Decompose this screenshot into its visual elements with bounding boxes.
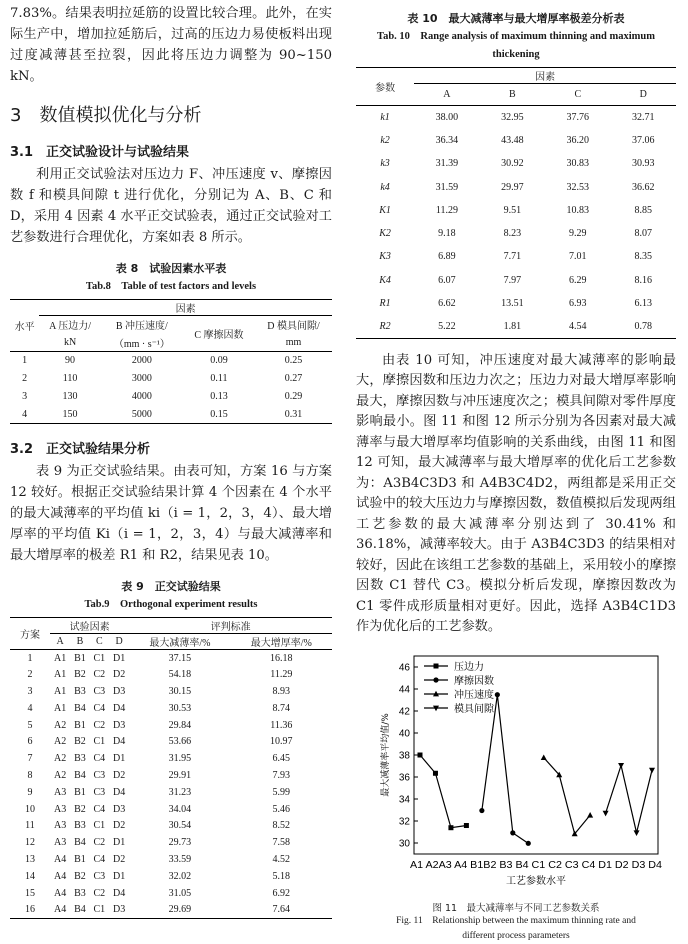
- table9-cell: B4: [74, 837, 86, 849]
- y-tick-label: 40: [398, 728, 410, 740]
- table8-row: [10, 388, 332, 406]
- table10-head-b: B: [509, 89, 516, 100]
- series-point-4: [649, 768, 655, 774]
- table9-cell: 37.15: [168, 652, 192, 664]
- table9-head-thinning: 最大减薄率/%: [149, 638, 211, 649]
- series-line-3: [544, 758, 590, 834]
- table10-cell: 1.81: [503, 321, 522, 333]
- table9-cell: C3: [93, 786, 106, 798]
- legend-marker-1: [434, 663, 439, 668]
- table9-eval-group: 评判标准: [129, 618, 332, 634]
- table9-cell: 33.59: [168, 853, 192, 865]
- table10-head-c: C: [574, 89, 582, 100]
- table9-cell: B3: [74, 820, 86, 832]
- table9-cell: D3: [112, 685, 126, 697]
- table9-cell: 6.45: [272, 753, 291, 765]
- table9-cell: C1: [93, 904, 106, 916]
- table9-cell: D3: [112, 803, 126, 815]
- table10-cell: 11.29: [435, 204, 458, 216]
- table8-cell: 0.27: [284, 373, 303, 384]
- table9-row: [10, 767, 332, 784]
- table8-unit-a: kN: [63, 336, 77, 348]
- table10-cell: 13.51: [501, 298, 524, 310]
- table9-cell: 7.58: [272, 837, 291, 849]
- table10-cell: 0.78: [634, 321, 653, 333]
- table10-cell: 36.34: [435, 134, 459, 146]
- table9-cell: 16: [25, 904, 35, 916]
- series-point-2: [495, 692, 500, 697]
- y-tick-label: 32: [398, 816, 410, 828]
- table8: [10, 299, 332, 424]
- table9-cell: A1: [54, 685, 67, 697]
- table9-cell: 11: [25, 820, 35, 832]
- series-point-3: [587, 812, 593, 818]
- table9-row: [10, 784, 332, 801]
- y-tick-label: 38: [398, 750, 410, 762]
- table9-cell: 3: [27, 685, 33, 697]
- table10-head-a: A: [443, 89, 451, 100]
- intro-paragraph: 7.83%。结果表明拉延筋的设置比较合理。此外，在实际生产中，增加拉延筋后，过高的压边力易使板料出现过度减薄甚至拉裂，因此将压边力调整为 90~150 kN。: [10, 6, 332, 84]
- table9-row: [10, 834, 332, 851]
- table9-row: [10, 868, 332, 885]
- series-line-1: [420, 755, 466, 828]
- table9-head-d: D: [115, 636, 123, 647]
- table9-cell: B3: [74, 887, 86, 899]
- table9-cell: C4: [93, 753, 106, 765]
- table8-cell: 2000: [131, 355, 152, 367]
- right-column: [356, 0, 676, 941]
- table9-cell: D2: [112, 820, 126, 832]
- table9-cell: 11.29: [270, 669, 293, 681]
- table10-cell: 8.35: [634, 251, 653, 263]
- table10-head-d: D: [639, 89, 647, 100]
- table9-cell: A1: [54, 652, 67, 664]
- table9-cell: 32.02: [168, 870, 192, 882]
- table8-head-a: A 压边力/: [49, 321, 92, 333]
- table9-cell: 6: [27, 736, 33, 748]
- table8-cell: 1: [22, 355, 28, 367]
- table10-factor-group: 因素: [414, 68, 676, 84]
- table9-cell: D3: [112, 719, 126, 731]
- table8-head-c: C 摩擦因数: [183, 316, 255, 352]
- table9-cell: 5: [27, 719, 33, 731]
- table9-cell: B2: [74, 669, 86, 681]
- table9-row: [10, 901, 332, 918]
- table9-caption-en: Tab.9 Orthogonal experiment results: [84, 599, 258, 610]
- table10-cell: 6.62: [438, 298, 456, 310]
- figure-11-caption-cn: 图 11 最大减薄率与不同工艺参数关系: [432, 902, 600, 914]
- table10-cell: 37.76: [566, 111, 590, 123]
- table9-cell: D2: [112, 853, 126, 865]
- figure-11-caption-en-2: different process parameters: [462, 930, 570, 941]
- table9-row: [10, 801, 332, 818]
- table10-cell: 32.95: [501, 111, 524, 123]
- table8-cell: 0.31: [284, 408, 303, 420]
- table9-cell: 16.18: [270, 652, 293, 664]
- table8-row: [10, 352, 332, 370]
- y-tick-label: 44: [398, 684, 410, 696]
- series-point-4: [634, 830, 640, 836]
- table8-unit-b: （mm · s⁻¹）: [113, 338, 170, 350]
- table9-caption-cn: 表 9 正交试验结果: [121, 580, 221, 593]
- table9-cell: A4: [54, 887, 67, 899]
- legend-label-2: 摩擦因数: [454, 675, 494, 687]
- table9-cell: 31.23: [168, 786, 192, 798]
- table9-cell: C1: [93, 652, 106, 664]
- subsection-3-1-paragraph: 利用正交试验法对压边力 F、冲压速度 v、摩擦因数 f 和模具间隙 t 进行优化，分别记为 A、B、C 和 D，采用 4 因素 4 水平正交试验表，通过正交试验对工艺参数进行合理优化，方案如表 8 所示。: [10, 167, 332, 245]
- table8-cell: 3000: [131, 373, 152, 384]
- table9-cell: 29.84: [168, 719, 192, 731]
- table9-cell: B1: [74, 786, 86, 798]
- table9-cell: C2: [93, 837, 106, 849]
- table8-unit-d: mm: [285, 336, 302, 348]
- table9-row: [10, 700, 332, 717]
- table9-cell: 8: [27, 769, 33, 781]
- table10-param-header: 参数: [356, 68, 414, 106]
- right-paragraph: 由表 10 可知，冲压速度对最大减薄率的影响最大，摩擦因数和压边力次之；压边力对最大增厚率影响最大，摩擦因数与冲压速度次之；模具间隙对零件厚度影响最小。图 11 和图 12 所示分别为各因素对最大减薄率与最大增厚率均值影响的关系曲线，由图 11 和图 12 可知，最大减薄率与最大增厚率的优化后工艺参数为：A3B4C3D3 和 A4B3C4D2，两组都是采用正交试验中的较大压边力与摩擦因数，数值模拟后发现两组工艺参数的最大减薄率分别达到了 30.41% 和 36.18%，减薄率较大。由于 A3B4C3D3 的结果相对较好，因此在该组工艺参数的基础上，采用较小的摩擦因数 C1 替代 C3。模拟分析后发现，摩擦因数改为 C1 零件成形质量相对更好。因此，选择 A3B4C1D3 作为优化后的工艺参数。: [356, 352, 676, 635]
- table10-cell: 36.62: [632, 181, 655, 193]
- table10-row: [356, 175, 676, 198]
- table9-cell: 31.95: [168, 753, 192, 765]
- table9-row: [10, 817, 332, 834]
- figure-11: [356, 644, 676, 941]
- table9-cell: D1: [112, 652, 126, 664]
- table10-cell: K1: [379, 204, 391, 216]
- table9-cell: 15: [25, 887, 35, 899]
- table10-cell: 38.00: [435, 111, 459, 123]
- table10-row: [356, 245, 676, 268]
- section-3-title: 3 数值模拟优化与分析: [10, 105, 202, 126]
- table8-cell: 3: [22, 391, 28, 402]
- table9-cell: C4: [93, 803, 106, 815]
- table9-cell: C4: [93, 702, 106, 714]
- table9-cell: 7.93: [272, 769, 291, 781]
- table9-cell: A2: [54, 769, 67, 781]
- table10-cell: 5.22: [438, 321, 456, 333]
- table9-cell: A3: [54, 837, 67, 849]
- table8-row: [10, 370, 332, 388]
- table9-cell: B2: [74, 870, 86, 882]
- table10-row: [356, 222, 676, 245]
- table9-cell: 7: [27, 753, 33, 765]
- table8-cell: 4: [22, 408, 28, 420]
- table9-cell: C3: [93, 870, 106, 882]
- table9-row: [10, 851, 332, 868]
- table9-cell: B4: [74, 769, 86, 781]
- table9-cell: A2: [54, 736, 67, 748]
- legend-label-3: 冲压速度: [454, 689, 494, 701]
- table10-cell: k3: [380, 158, 390, 170]
- table10-cell: 9.51: [503, 204, 522, 216]
- table9-cell: 5.46: [272, 803, 291, 815]
- table9-cell: D2: [112, 669, 126, 681]
- table8-cell: 110: [62, 373, 78, 384]
- table9-plan-header: 方案: [10, 618, 50, 650]
- table8-cell: 150: [62, 408, 78, 420]
- table9-cell: D1: [112, 870, 126, 882]
- table9-cell: D4: [112, 736, 126, 748]
- table9-cell: 30.54: [168, 820, 192, 832]
- table10-row: [356, 106, 676, 129]
- table9-cell: D4: [112, 786, 126, 798]
- table9-cell: D3: [112, 904, 126, 916]
- table9-row: [10, 650, 332, 667]
- table8-caption-cn: 表 8 试验因素水平表: [115, 262, 227, 275]
- y-tick-label: 46: [398, 662, 410, 674]
- table8-cell: 5000: [131, 408, 152, 420]
- table10-row: [356, 199, 676, 222]
- table9-cell: A1: [54, 669, 67, 681]
- table9-cell: B1: [74, 853, 86, 865]
- table10-cell: 30.83: [566, 158, 590, 170]
- table9-cell: C1: [93, 736, 106, 748]
- table10-cell: 8.23: [503, 228, 522, 240]
- table9-cell: 8.52: [272, 820, 291, 832]
- table8-head-d: D 模具间隙/: [267, 321, 320, 333]
- table10-cell: 8.07: [634, 228, 653, 240]
- table9-cell: C4: [93, 853, 106, 865]
- table9-cell: D2: [112, 769, 126, 781]
- table10-cell: K2: [379, 228, 391, 240]
- figure-11-caption-en-1: Fig. 11 Relationship between the maximum thinning rate and: [396, 915, 636, 926]
- x-tick-labels: A1 A2A3 A4 B1B2 B3 B4 C1 C2 C3 C4 D1 D2 D3 D4: [410, 859, 663, 871]
- table10-cell: 43.48: [501, 134, 524, 146]
- table9-cell: D4: [112, 887, 126, 899]
- table9-head-c: C: [95, 636, 103, 647]
- table10-cell: k2: [380, 134, 390, 146]
- table8-caption-en: Tab.8 Table of test factors and levels: [85, 281, 257, 292]
- table9-cell: B3: [74, 685, 86, 697]
- table9-cell: 11.36: [270, 719, 293, 731]
- table10-cell: 9.18: [438, 228, 456, 240]
- table10-cell: 6.07: [438, 274, 456, 286]
- table9-cell: A3: [54, 803, 67, 815]
- series-point-2: [510, 830, 515, 835]
- table10-caption-cn: 表 10 最大减薄率与最大增厚率极差分析表: [407, 12, 625, 25]
- subsection-3-2-paragraph: 表 9 为正交试验结果。由表可知，方案 16 与方案 12 较好。根据正交试验结果计算 4 个因素在 4 个水平的最大减薄率的平均值 ki（i = 1，2，3，4）、最大增厚率的平均值 Ki（i = 1，2，3，4）与最大减薄率和最大增厚率的极差 R1 和 R2，结果见表 10。: [10, 464, 332, 563]
- table9-cell: 5.99: [272, 786, 291, 798]
- table10-cell: 36.20: [566, 134, 590, 146]
- table9-row: [10, 733, 332, 750]
- table8-cell: 2: [22, 373, 28, 384]
- table8-level-header: 水平: [10, 300, 39, 352]
- table10-cell: 6.29: [569, 274, 587, 286]
- table10-cell: R2: [379, 321, 391, 333]
- table9-cell: D1: [112, 837, 126, 849]
- table9-factor-group: 试验因素: [50, 618, 129, 634]
- table10-row: [356, 269, 676, 292]
- subsection-3-1-title: 3.1 正交试验设计与试验结果: [10, 145, 190, 160]
- table9-row: [10, 683, 332, 700]
- table9-cell: 54.18: [168, 669, 192, 681]
- table8-cell: 0.25: [284, 355, 303, 367]
- table9-cell: 9: [27, 786, 33, 798]
- table9-row: [10, 666, 332, 683]
- table10-cell: 32.71: [632, 111, 655, 123]
- table10-cell: 31.39: [435, 158, 459, 170]
- series-line-4: [606, 765, 652, 832]
- table9-row: [10, 717, 332, 734]
- plot-frame: [414, 656, 658, 854]
- y-tick-label: 34: [398, 794, 410, 806]
- table9-cell: D1: [112, 753, 126, 765]
- table10-cell: 29.97: [501, 181, 524, 193]
- table9-cell: C2: [93, 669, 106, 681]
- table8-cell: 0.13: [210, 391, 228, 402]
- table9-cell: A4: [54, 870, 67, 882]
- table9-cell: 30.15: [168, 685, 192, 697]
- table9-cell: B4: [74, 904, 86, 916]
- table9-cell: A4: [54, 853, 67, 865]
- series-point-4: [618, 763, 624, 769]
- table10-caption-en: Tab. 10 Range analysis of maximum thinning and maximum thickening: [377, 31, 655, 60]
- table9-cell: 13: [25, 853, 35, 865]
- series-point-3: [541, 754, 547, 760]
- table9-cell: 30.53: [168, 702, 192, 714]
- series-point-2: [526, 841, 531, 846]
- legend-marker-2: [433, 677, 438, 682]
- table10-row: [356, 152, 676, 175]
- table9-cell: 10.97: [270, 736, 293, 748]
- table9-cell: B1: [74, 652, 86, 664]
- table9-cell: C2: [93, 719, 106, 731]
- table9-cell: A3: [54, 786, 67, 798]
- table9-cell: B2: [74, 803, 86, 815]
- series-point-1: [448, 825, 453, 830]
- table9-cell: 12: [25, 837, 35, 849]
- table8-head-b: B 冲压速度/: [115, 321, 168, 333]
- table9-cell: 2: [27, 669, 33, 681]
- table10-row: [356, 129, 676, 152]
- table10-row: [356, 292, 676, 315]
- table9-head-b: B: [76, 636, 84, 647]
- table9-cell: B4: [74, 702, 86, 714]
- table10-cell: 31.59: [435, 181, 459, 193]
- table10-row: [356, 315, 676, 338]
- table9-cell: 6.92: [272, 887, 291, 899]
- table10-cell: 6.89: [438, 251, 456, 263]
- table9-cell: A2: [54, 719, 67, 731]
- table8-cell: 0.09: [210, 355, 228, 367]
- table8-cell: 90: [65, 355, 76, 367]
- table9-cell: 53.66: [168, 736, 192, 748]
- table9-cell: 4: [27, 702, 33, 714]
- table9-cell: C3: [93, 685, 106, 697]
- legend-label-4: 模具间隙: [454, 703, 494, 715]
- y-axis-label: 最大减薄率平均值/%: [381, 713, 391, 797]
- table9-row: [10, 885, 332, 902]
- series-point-1: [433, 771, 438, 776]
- y-tick-label: 42: [398, 706, 410, 718]
- table9-cell: A3: [54, 820, 67, 832]
- table9-cell: 29.69: [168, 904, 192, 916]
- series-point-1: [418, 752, 423, 757]
- table9-row: [10, 750, 332, 767]
- table9-cell: 8.74: [272, 702, 291, 714]
- table10-cell: 8.16: [634, 274, 653, 286]
- subsection-3-2-title: 3.2 正交试验结果分析: [10, 442, 151, 457]
- table9-cell: B1: [74, 719, 86, 731]
- table9-head-thickening: 最大增厚率/%: [250, 638, 312, 649]
- table10-cell: K3: [379, 251, 391, 263]
- table8-row: [10, 406, 332, 424]
- table8-factor-group: 因素: [39, 300, 332, 316]
- series-point-4: [603, 811, 609, 817]
- table9-head-a: A: [56, 636, 64, 647]
- table10-cell: k1: [380, 111, 390, 123]
- table10-cell: 10.83: [566, 204, 590, 216]
- legend-label-1: 压边力: [454, 661, 484, 673]
- table9-cell: D4: [112, 702, 126, 714]
- left-column: [10, 0, 332, 919]
- table10-cell: 7.01: [569, 251, 587, 263]
- table9-cell: 7.64: [272, 904, 291, 916]
- table9-cell: 29.91: [168, 769, 192, 781]
- table9-cell: C3: [93, 769, 106, 781]
- table10-cell: R1: [379, 298, 391, 310]
- y-tick-label: 36: [398, 772, 410, 784]
- table9-cell: A2: [54, 753, 67, 765]
- table8-cell: 0.15: [210, 408, 228, 420]
- table9-cell: C1: [93, 820, 106, 832]
- table10-cell: 7.97: [503, 274, 522, 286]
- table10-cell: 6.93: [569, 298, 587, 310]
- table10-cell: 37.06: [632, 134, 655, 146]
- table10-cell: 30.92: [501, 158, 524, 170]
- x-axis-label: 工艺参数水平: [506, 875, 566, 887]
- table9-cell: B3: [74, 753, 86, 765]
- table9-cell: A4: [54, 904, 67, 916]
- table8-cell: 0.11: [210, 373, 228, 384]
- series-line-2: [482, 695, 528, 844]
- series-point-1: [464, 823, 469, 828]
- table9-cell: 31.05: [168, 887, 192, 899]
- table9-cell: C2: [93, 887, 106, 899]
- table10-cell: K4: [379, 274, 391, 286]
- table10-cell: 4.54: [569, 321, 587, 333]
- table10-cell: 30.93: [632, 158, 655, 170]
- table9-cell: 29.73: [168, 837, 192, 849]
- table10-cell: k4: [380, 181, 390, 193]
- table8-cell: 0.29: [284, 391, 303, 402]
- table10-cell: 9.29: [569, 228, 587, 240]
- y-tick-label: 30: [398, 838, 410, 850]
- table9-cell: 34.04: [168, 803, 192, 815]
- table10-cell: 6.13: [634, 298, 653, 310]
- table9-cell: 5.18: [272, 870, 291, 882]
- table9-cell: 8.93: [272, 685, 291, 697]
- table10-cell: 8.85: [634, 204, 653, 216]
- table8-cell: 130: [62, 391, 78, 402]
- table9-cell: 4.52: [272, 853, 291, 865]
- table9-cell: 10: [25, 803, 35, 815]
- table9-cell: 1: [27, 652, 33, 664]
- table9-cell: B2: [74, 736, 86, 748]
- series-point-2: [479, 808, 484, 813]
- table9-cell: 14: [25, 870, 35, 882]
- table10-cell: 7.71: [503, 251, 522, 263]
- table9: [10, 617, 332, 919]
- table9-cell: A1: [54, 702, 67, 714]
- figure-11-chart: [356, 644, 676, 894]
- table10-cell: 32.53: [566, 181, 590, 193]
- table10: [356, 67, 676, 339]
- table8-cell: 4000: [131, 391, 152, 402]
